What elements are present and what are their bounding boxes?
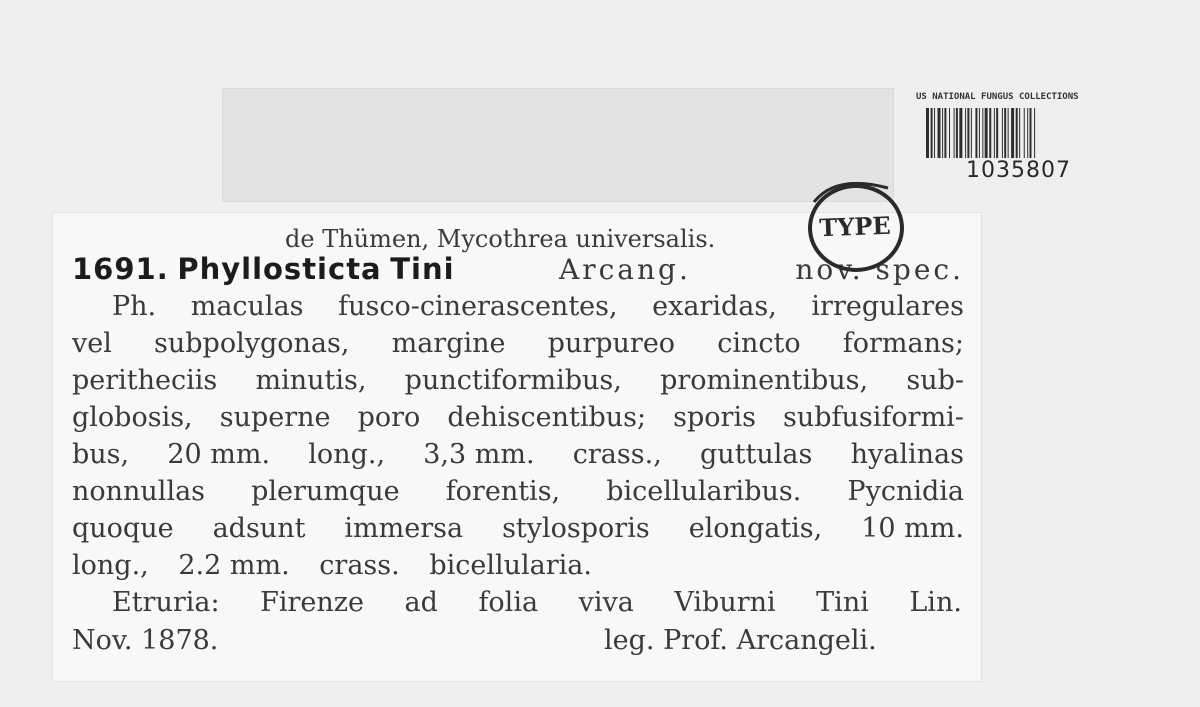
word: Lin. [909,587,962,618]
word: immersa [344,513,464,544]
word: prominentibus, [660,365,869,396]
word: bus, [72,439,130,470]
description-line [112,290,964,324]
word: bicellularibus. [606,476,802,507]
word: Etruria: [112,587,220,618]
description-line [72,512,964,546]
word: purpureo [547,328,676,359]
barcode-image [926,108,1132,158]
word: long., [308,439,386,470]
barcode-bar [956,108,958,158]
barcode-bar [975,108,977,158]
barcode-bar [971,108,972,158]
barcode-bar [1008,108,1009,158]
word: sporis [673,402,756,433]
word: 2.2 mm. [178,550,290,581]
word: 3,3 mm. [423,439,535,470]
word: guttulas [700,439,813,470]
word: globosis, [72,402,193,433]
barcode-bar [982,108,983,158]
word: margine [391,328,506,359]
word: poro [357,402,421,433]
word: Pycnidia [847,476,964,507]
barcode-bar [959,108,962,158]
barcode-caption: US NATIONAL FUNGUS COLLECTIONS [916,92,1079,102]
word: maculas [190,291,304,322]
word: Firenze [260,587,364,618]
barcode-number: 1035807 [966,158,1071,183]
entry-species: Tini [390,252,455,286]
barcode-bar [1016,108,1018,158]
barcode-bar [1011,108,1014,158]
word: bicellularia. [429,550,592,581]
barcode-bar [942,108,943,158]
barcode-label [916,92,1138,192]
barcode-bar [965,108,966,158]
barcode-bar [1024,108,1025,158]
description-line [72,549,592,583]
word: crass. [319,550,400,581]
word: dehiscentibus; [447,402,647,433]
word: Viburni [674,587,776,618]
word: Ph. [112,291,157,322]
footer-collector: leg. Prof. Arcangeli. [604,625,877,656]
word: punctiformibus, [404,365,622,396]
barcode-bar [989,108,991,158]
word: 10 mm. [861,513,964,544]
word: subfusiformi- [783,402,964,433]
barcode-bar [1002,108,1003,158]
barcode-bar [1004,108,1006,158]
barcode-bar [985,108,988,158]
word: fusco-cinerascentes, [338,291,618,322]
word: Tini [816,587,869,618]
description-line [72,327,964,361]
barcode-bar [954,108,955,158]
description-line [72,364,964,398]
word: folia [478,587,539,618]
stamp-text: TYPE [818,210,892,243]
label-header: de Thümen, Mycothrea universalis. [285,225,716,253]
footer-date: Nov. 1878. [72,625,219,656]
word: subpolygonas, [154,328,350,359]
barcode-bar [994,108,995,158]
word: formans; [842,328,964,359]
barcode-bar [1027,108,1028,158]
barcode-bar [967,108,969,158]
barcode-bar [944,108,946,158]
word: vel [72,328,112,359]
barcode-bar [979,108,980,158]
barcode-bar [926,108,929,158]
word: hyalinas [850,439,964,470]
barcode-bar [1030,108,1032,158]
attached-paper-strip [222,88,894,202]
barcode-bar [949,108,950,158]
word: minutis, [255,365,367,396]
type-stamp [796,172,916,282]
entry-genus: Phyllosticta [177,252,382,286]
word: forentis, [445,476,561,507]
word: sub- [906,365,964,396]
word: superne [219,402,331,433]
word: adsunt [212,513,306,544]
word: stylosporis [502,513,650,544]
word: elongatis, [688,513,823,544]
word: ad [404,587,438,618]
barcode-bar [1019,108,1020,158]
description-line [72,438,964,472]
barcode-bar [1034,108,1035,158]
barcode-bar [938,108,941,158]
entry-number: 1691. [72,252,169,286]
word: irregulares [811,291,964,322]
word: exaridas, [652,291,777,322]
word: cincto [717,328,801,359]
description-line [72,475,964,509]
locality-line [112,586,962,620]
word: crass., [572,439,662,470]
description-line [72,401,964,435]
entry-author: Arcang. [559,253,691,286]
entry-status: nov. spec. [795,253,964,286]
word: quoque [72,513,174,544]
word: 20 mm. [167,439,271,470]
word: plerumque [251,476,400,507]
barcode-bar [934,108,935,158]
word: long., [72,550,149,581]
barcode-bar [996,108,998,158]
word: peritheciis [72,365,218,396]
barcode-bar [931,108,933,158]
word: nonnullas [72,476,206,507]
word: viva [578,587,634,618]
